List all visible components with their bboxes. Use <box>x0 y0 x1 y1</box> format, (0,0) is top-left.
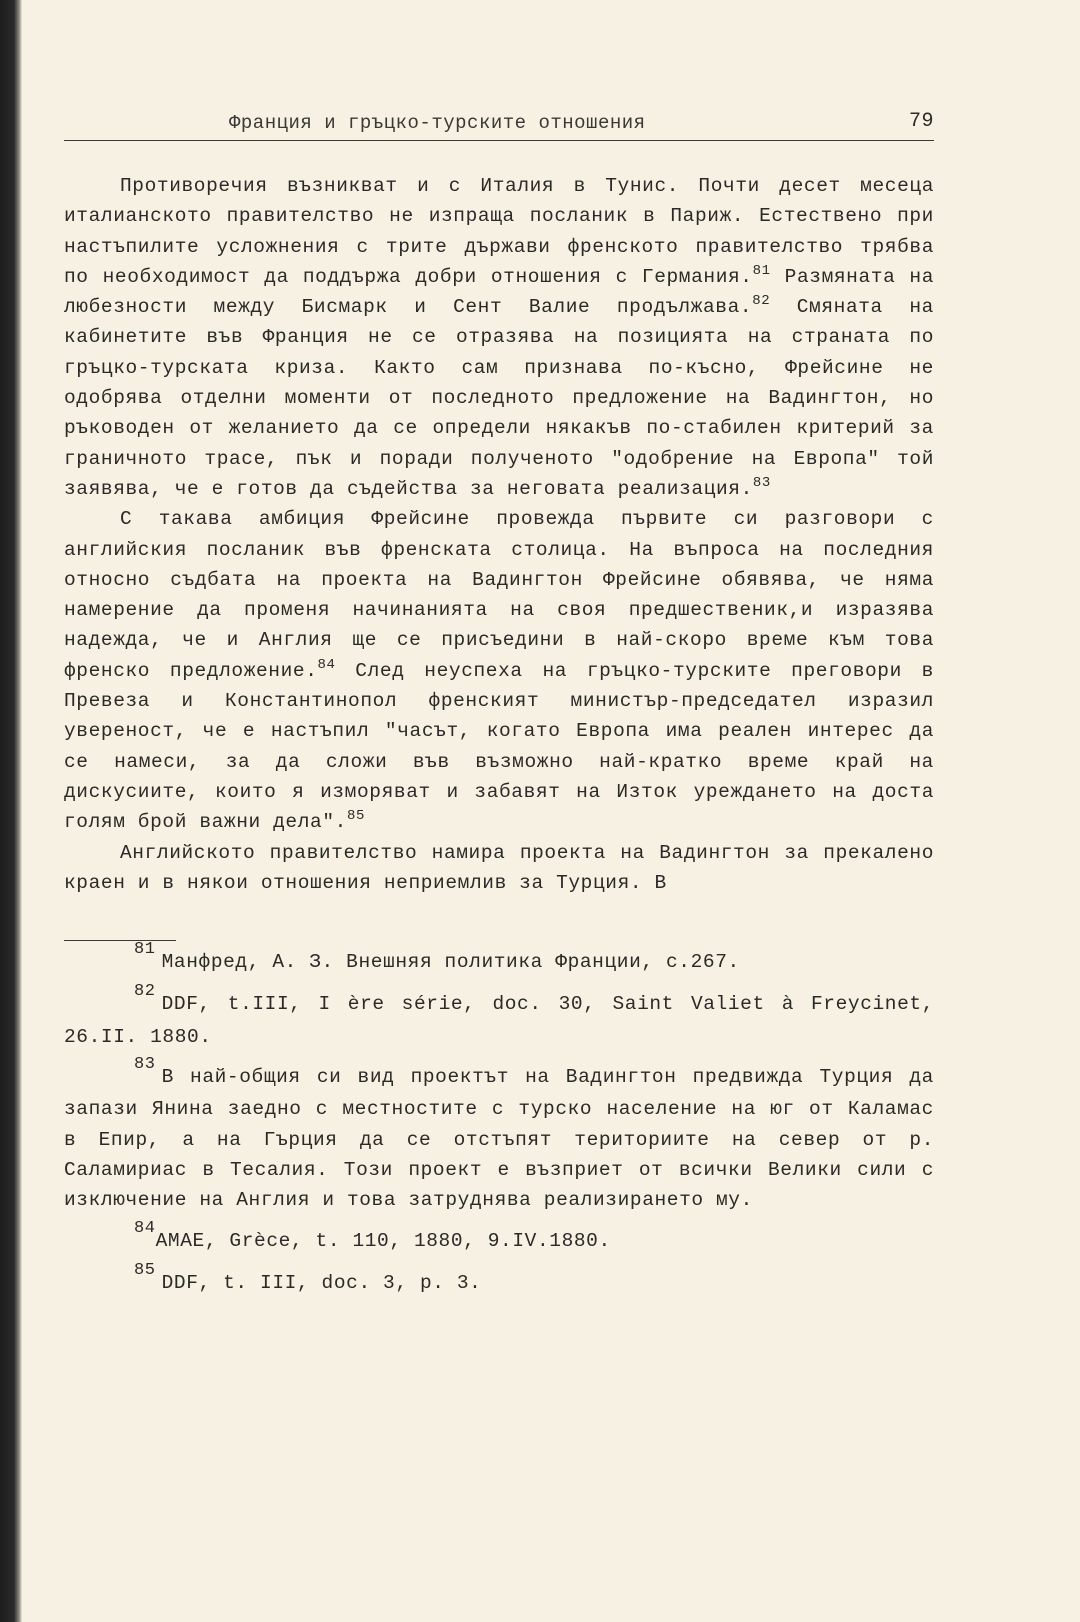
paragraph-text: След неуспеха на гръцко-турските преговори в Превеза и Константинопол френският министър-председател изразил увереност, че е настъпил "часът, когато Европа има реален интерес да се намеси, за да сложи във възможно най-кратко време край на дискусиите, които я изморяват и забавят на Изток уреждането на доста голям брой важни дела". <box>64 659 934 834</box>
paragraph-1 <box>64 171 934 504</box>
book-page <box>64 108 934 1300</box>
main-text <box>64 171 934 898</box>
footnote-ref[interactable]: 83 <box>752 474 771 491</box>
footnote <box>64 1260 934 1300</box>
footnote-text: AMAE, Grèce, t. 110, 1880, 9.IV.1880. <box>155 1229 611 1252</box>
paragraph-text: Размяната на любезности между Бисмарк и Сент Валие продължава. <box>64 265 934 319</box>
footnote-ref[interactable]: 84 <box>317 656 336 673</box>
footnote-number: 83 <box>134 1055 156 1075</box>
footnote-text: В най-общия си вид проектът на Вадингтон предвижда Турция да запази Янина заедно с местностите с турско население на юг от Каламас в Епир, а на Гърция да се отстъпят териториите на север от р. Саламириас в Тесалия. Този проект е възприет от всички Велики сили с изключение на Англия и това затруднява реализирането му. <box>64 1066 934 1212</box>
paragraph-text: Английското правителство намира проекта на Вадингтон за прекалено краен и в някои отношения неприемлив за Турция. В <box>64 841 934 894</box>
footnote-separator <box>64 940 176 941</box>
footnote-number: 84 <box>134 1218 156 1238</box>
footnote <box>64 1055 934 1215</box>
footnote-ref[interactable]: 81 <box>752 262 771 279</box>
footnote-text: DDF, t. III, doc. 3, p. 3. <box>161 1271 482 1294</box>
header-rule <box>64 140 934 141</box>
paragraph-2 <box>64 504 934 837</box>
running-header <box>64 108 934 138</box>
footnote-ref[interactable]: 85 <box>346 808 365 825</box>
paragraph-3 <box>64 838 934 899</box>
footnote-ref[interactable]: 82 <box>752 293 771 310</box>
paragraph-text: Смяната на кабинетите във Франция не се отразява на позицията на страната по гръцко-турската криза. Както сам признава по-късно, Фрейсине не одобрява отделни моменти от последното предложение на Вадингтон, но ръководен от желанието да се определи някакъв по-стабилен критерий за граничното трасе, пък и поради полученото "одобрение на Европа" той заявява, че е готов да съдейства за неговата реализация. <box>64 296 934 500</box>
footnote <box>64 940 934 979</box>
running-title: Франция и гръцко-турските отношения <box>229 112 646 134</box>
paragraph-text: С такава амбиция Фрейсине провежда първите си разговори с английския посланик във френската столица. На въпроса на последния относно съдбата на проекта на Вадингтон Фрейсине обявява, че няма намерение да променя начинанията на своя предшественик,и изразява надежда, че и Англия ще се присъедини в най-скоро време към това френско предложение. <box>64 508 934 682</box>
footnote-number: 85 <box>134 1260 156 1280</box>
page-number: 79 <box>908 110 934 133</box>
footnotes <box>64 940 934 1300</box>
footnote-number: 82 <box>134 982 156 1002</box>
book-binding-edge <box>0 0 22 1622</box>
footnote <box>64 1218 934 1258</box>
footnote-text: Манфред, А. З. Внешняя политика Франции, с.267. <box>161 951 740 974</box>
footnote-text: DDF, t.III, I ère série, doc. 30, Saint Valiet à Freycinet, 26.II. 1880. <box>64 993 934 1048</box>
footnote <box>64 982 934 1052</box>
footnote-number: 81 <box>134 940 156 960</box>
paragraph-text: Противоречия възникват и с Италия в Тунис. Почти десет месеца италианското правителство не изпраща посланик в Париж. Естествено при настъпилите усложнения с трите държави френското правителство трябва по необходимост да поддържа добри отношения с Германия. <box>64 175 934 288</box>
